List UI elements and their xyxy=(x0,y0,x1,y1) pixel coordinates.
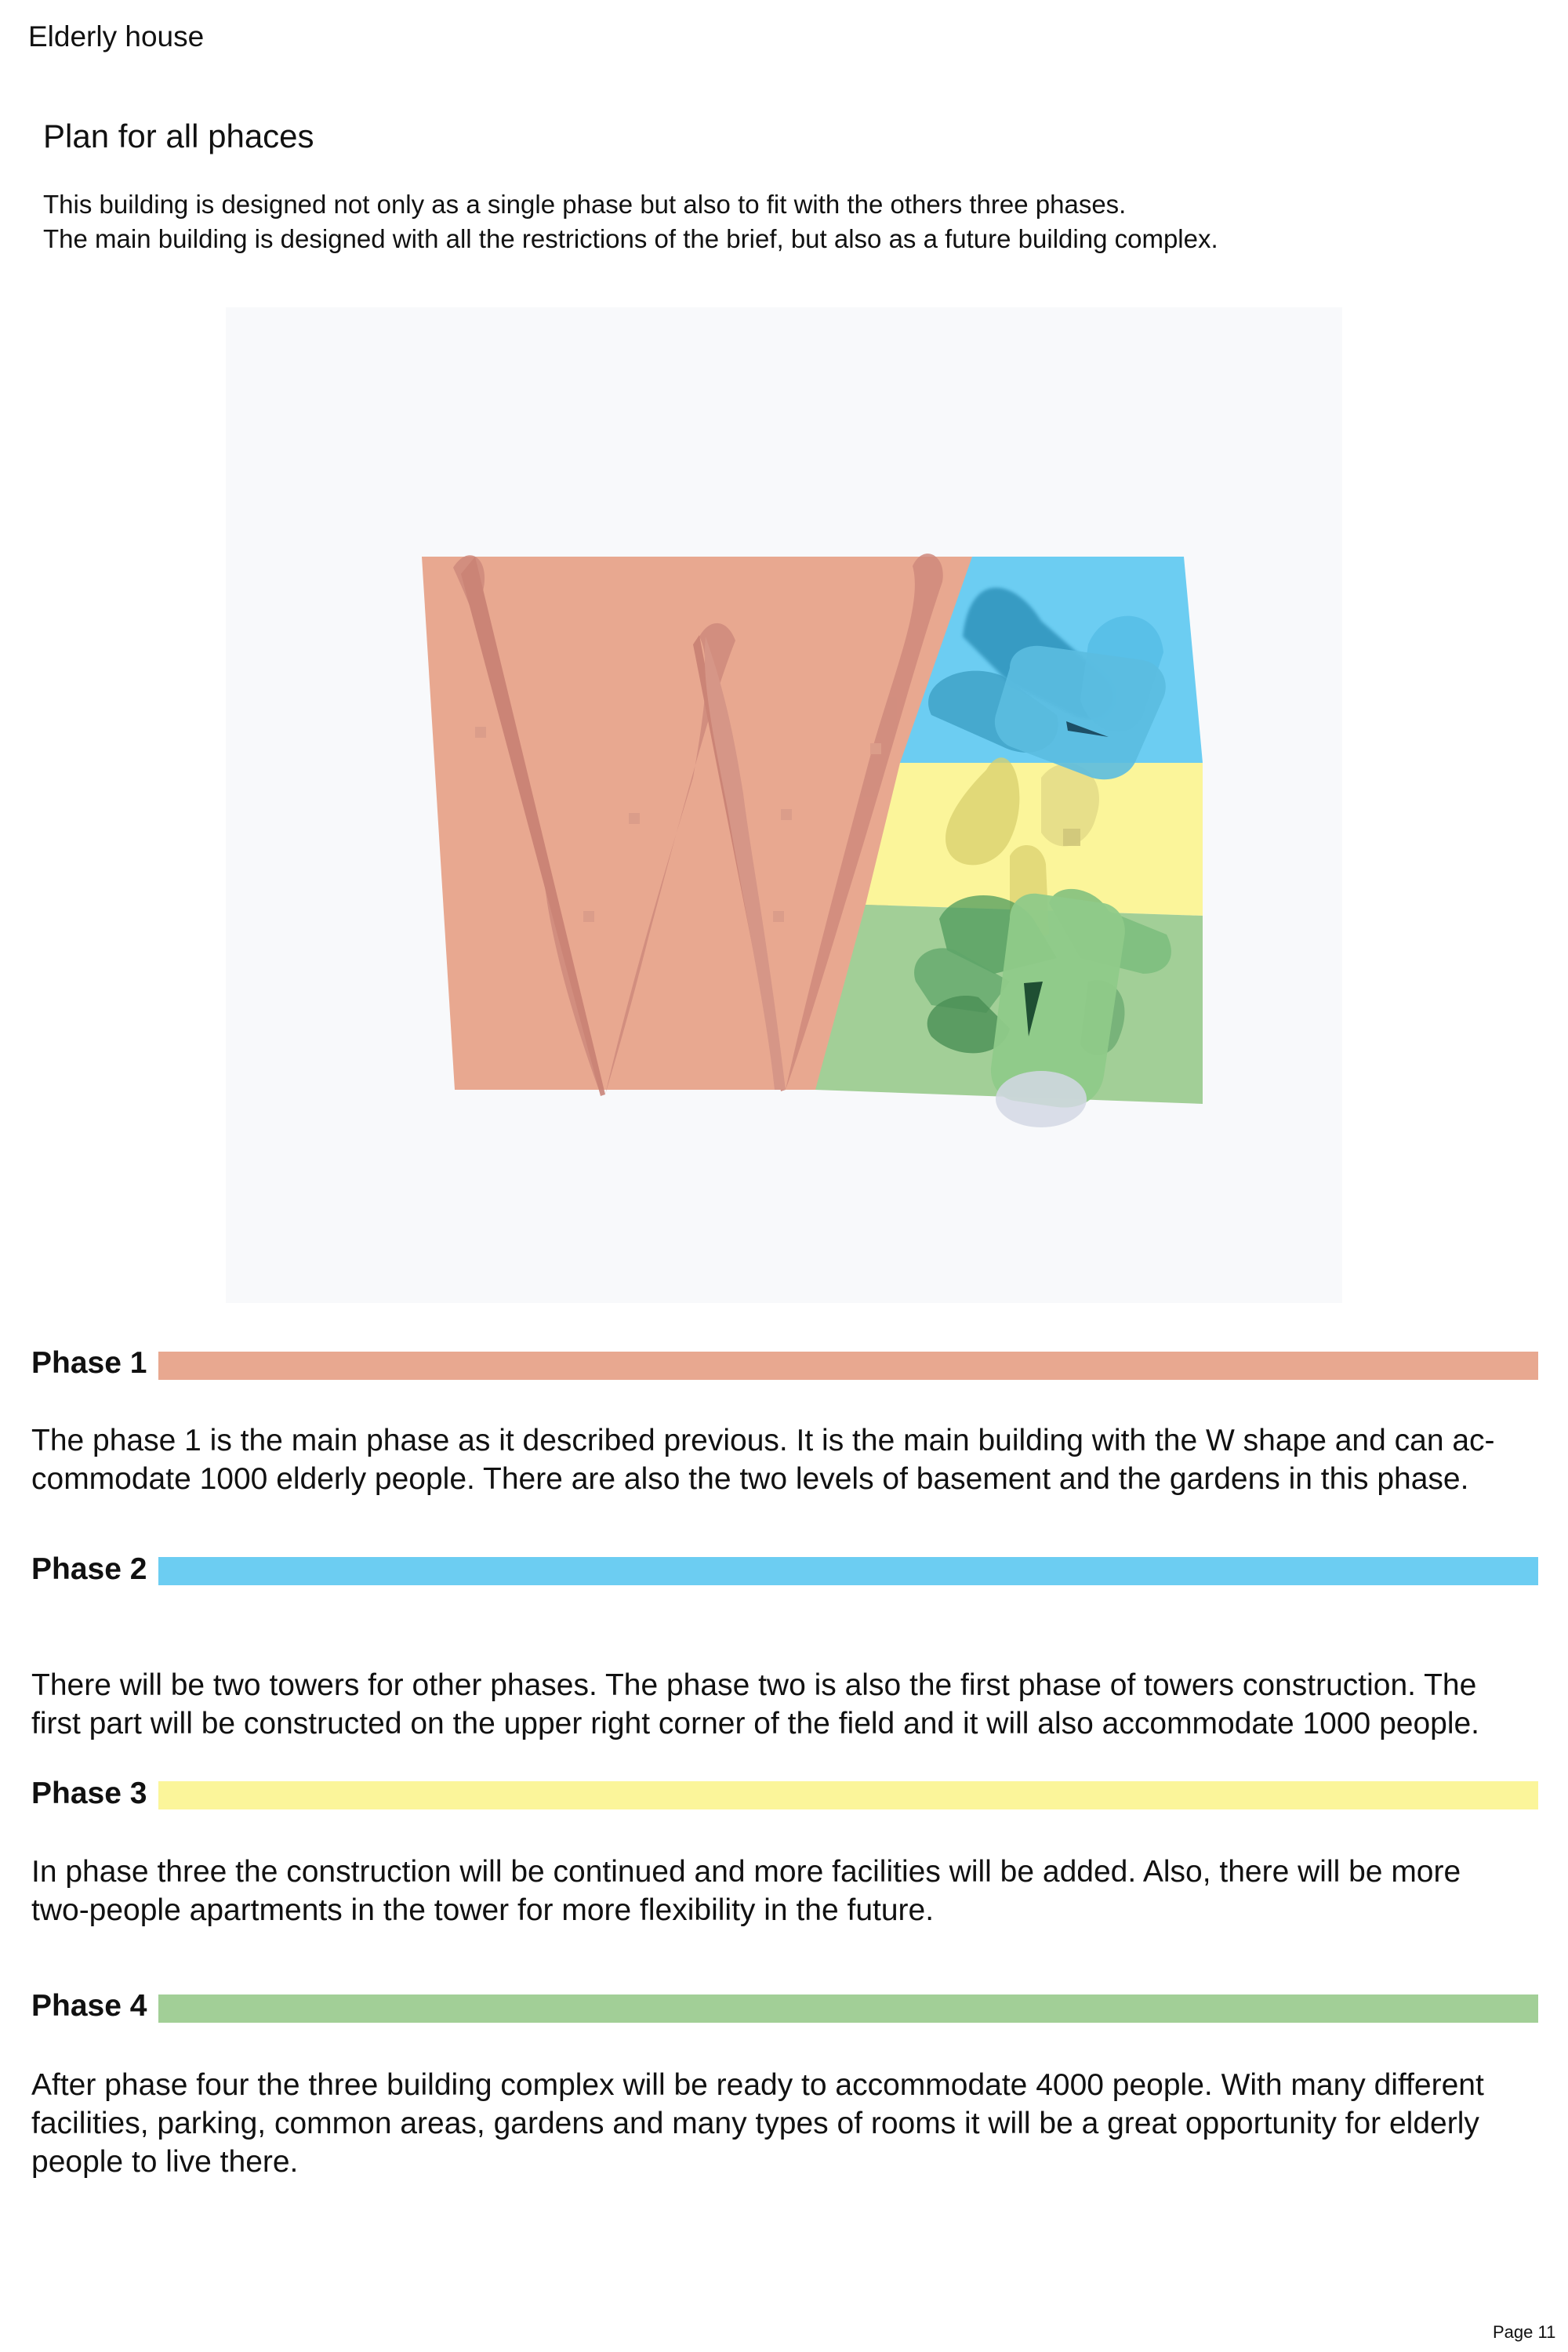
phase-4-description xyxy=(31,2066,1544,2181)
intro-line-2: The main building is designed with all the restrictions of the brief, but also as a future building complex. xyxy=(43,224,1218,253)
phase-1-line-1: The phase 1 is the main phase as it described previous. It is the main building with the W shape and can ac- xyxy=(31,1424,1495,1457)
phase-2-label: Phase 2 xyxy=(31,1552,147,1586)
phase-2-line-2: first part will be constructed on the upper right corner of the field and it will also accommodate 1000 people. xyxy=(31,1707,1480,1740)
phase-1-label: Phase 1 xyxy=(31,1346,147,1380)
phase-3-line-2: two-people apartments in the tower for more flexibility in the future. xyxy=(31,1893,935,1927)
phase-2-line-1: There will be two towers for other phases. The phase two is also the first phase of towers construction. The xyxy=(31,1668,1477,1702)
w-building-core-3 xyxy=(583,911,594,922)
document-header: Elderly house xyxy=(28,20,205,53)
phase-2-bar xyxy=(158,1557,1538,1585)
w-building-core-4 xyxy=(781,809,792,820)
phase-1-line-2: commodate 1000 elderly people. There are also the two levels of basement and the gardens in this phase. xyxy=(31,1462,1469,1496)
intro-line-1: This building is designed not only as a single phase but also to fit with the others three phases. xyxy=(43,190,1127,219)
w-building-core-2 xyxy=(629,813,640,824)
phase-1-bar xyxy=(158,1352,1538,1380)
phase-4-label: Phase 4 xyxy=(31,1989,147,2023)
phase-4-bar xyxy=(158,1994,1538,2023)
section-title: Plan for all phaces xyxy=(43,118,314,154)
site-plan-figure xyxy=(226,307,1342,1303)
phase-4-line-1: After phase four the three building complex will be ready to accommodate 4000 people. With many different xyxy=(31,2068,1484,2102)
phase-4-line-3: people to live there. xyxy=(31,2145,299,2179)
phase-2-description xyxy=(31,1666,1544,1743)
w-building-core-6 xyxy=(773,911,784,922)
w-building-core-1 xyxy=(475,727,486,738)
phase-3-description xyxy=(31,1853,1544,1929)
upper-tower-core xyxy=(1063,829,1080,846)
phase-3-label: Phase 3 xyxy=(31,1777,147,1810)
page-number: Page 11 xyxy=(1493,2322,1556,2342)
phase-4-line-2: facilities, parking, common areas, gardens and many types of rooms it will be a great opportunity for elderly xyxy=(31,2107,1479,2140)
lower-tower-shadow xyxy=(996,1071,1087,1127)
w-building-core-5 xyxy=(870,743,881,754)
site-plan-drawing xyxy=(226,307,1342,1303)
phase-3-line-1: In phase three the construction will be continued and more facilities will be added. Also, there will be more xyxy=(31,1855,1461,1889)
phase-1-description xyxy=(31,1421,1544,1498)
phase-3-bar xyxy=(158,1781,1538,1809)
